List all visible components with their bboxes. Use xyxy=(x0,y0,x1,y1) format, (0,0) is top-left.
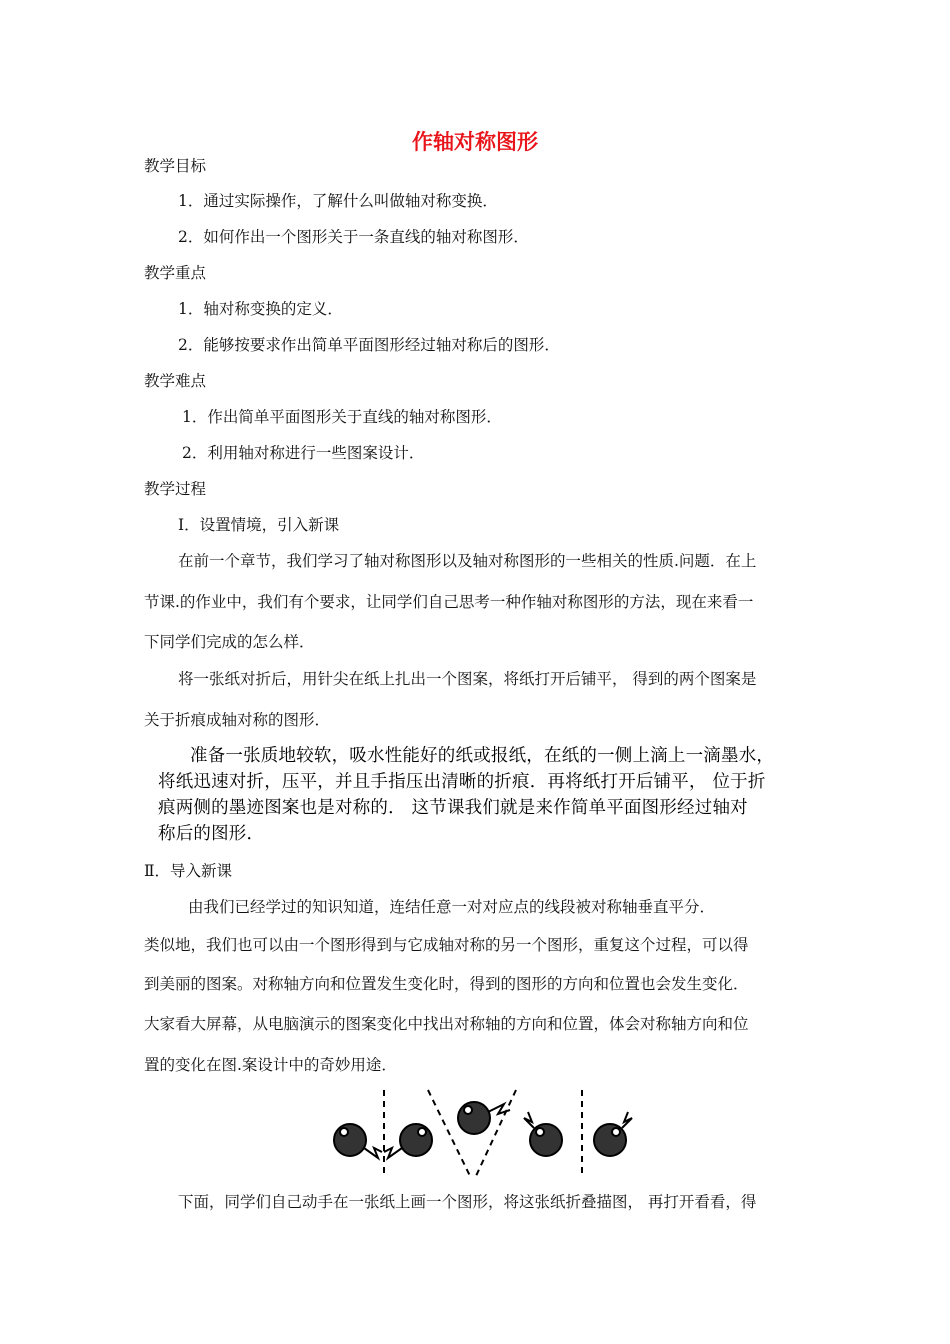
difficulty-item-2: 2．利用轴对称进行一些图案设计． xyxy=(182,444,425,462)
scan-line-1: 准备一张质地较软，吸水性能好的纸或报纸，在纸的一侧上滴上一滴墨水， xyxy=(190,746,775,766)
fish-icon xyxy=(594,1112,632,1156)
p2-line-1: 将一张纸对折后，用针尖在纸上扎出一个图案，将纸打开后铺平， 得到的两个图案是 xyxy=(178,670,757,688)
heading-process: 教学过程 xyxy=(144,480,207,498)
fish-icon xyxy=(458,1102,510,1134)
fish-icon xyxy=(384,1124,432,1158)
scan-line-3: 痕两侧的墨迹图案也是对称的． 这节课我们就是来作简单平面图形经过轴对 xyxy=(158,798,748,818)
p3-line-5: 置的变化在图.案设计中的奇妙用途． xyxy=(144,1056,397,1074)
heading-goals: 教学目标 xyxy=(144,157,207,175)
p3-line-3: 到美丽的图案。对称轴方向和位置发生变化时，得到的图形的方向和位置也会发生变化． xyxy=(144,975,749,993)
goal-item-2: 2．如何作出一个图形关于一条直线的轴对称图形． xyxy=(178,228,529,246)
scan-line-4: 称后的图形． xyxy=(158,824,265,844)
goal-item-1: 1．通过实际操作，了解什么叫做轴对称变换． xyxy=(178,192,498,210)
p4-line-1: 下面，同学们自己动手在一张纸上画一个图形，将这张纸折叠描图， 再打开看看，得 xyxy=(178,1193,757,1211)
p2-line-2: 关于折痕成轴对称的图形． xyxy=(144,711,331,729)
page-title: 作轴对称图形 xyxy=(412,130,538,154)
difficulty-item-1: 1．作出简单平面图形关于直线的轴对称图形． xyxy=(182,408,502,426)
p1-line-1: 在前一个章节，我们学习了轴对称图形以及轴对称图形的一些相关的性质.问题．在上 xyxy=(178,552,757,570)
part2-title: Ⅱ．导入新课 xyxy=(144,862,233,880)
fish-icon xyxy=(524,1112,562,1156)
heading-difficulty: 教学难点 xyxy=(144,372,207,390)
part1-title: Ⅰ．设置情境，引入新课 xyxy=(178,516,340,534)
fish-icon xyxy=(334,1124,382,1158)
p1-line-2: 节课.的作业中，我们有个要求，让同学们自己思考一种作轴对称图形的方法，现在来看一 xyxy=(144,593,754,611)
scan-line-2: 将纸迅速对折，压平，并且手指压出清晰的折痕．再将纸打开后铺平， 位于折 xyxy=(158,772,766,792)
p3-line-2: 类似地，我们也可以由一个图形得到与它成轴对称的另一个图形，重复这个过程，可以得 xyxy=(144,936,749,954)
heading-key: 教学重点 xyxy=(144,264,207,282)
p1-line-3: 下同学们完成的怎么样． xyxy=(144,633,315,651)
key-item-1: 1．轴对称变换的定义． xyxy=(178,300,343,318)
key-item-2: 2．能够按要求作出简单平面图形经过轴对称后的图形． xyxy=(178,336,560,354)
p3-line-1: 由我们已经学过的知识知道，连结任意一对对应点的线段被对称轴垂直平分． xyxy=(188,898,716,916)
fish-symmetry-figure xyxy=(320,1088,640,1178)
p3-line-4: 大家看大屏幕，从电脑演示的图案变化中找出对称轴的方向和位置，体会对称轴方向和位 xyxy=(144,1015,749,1033)
